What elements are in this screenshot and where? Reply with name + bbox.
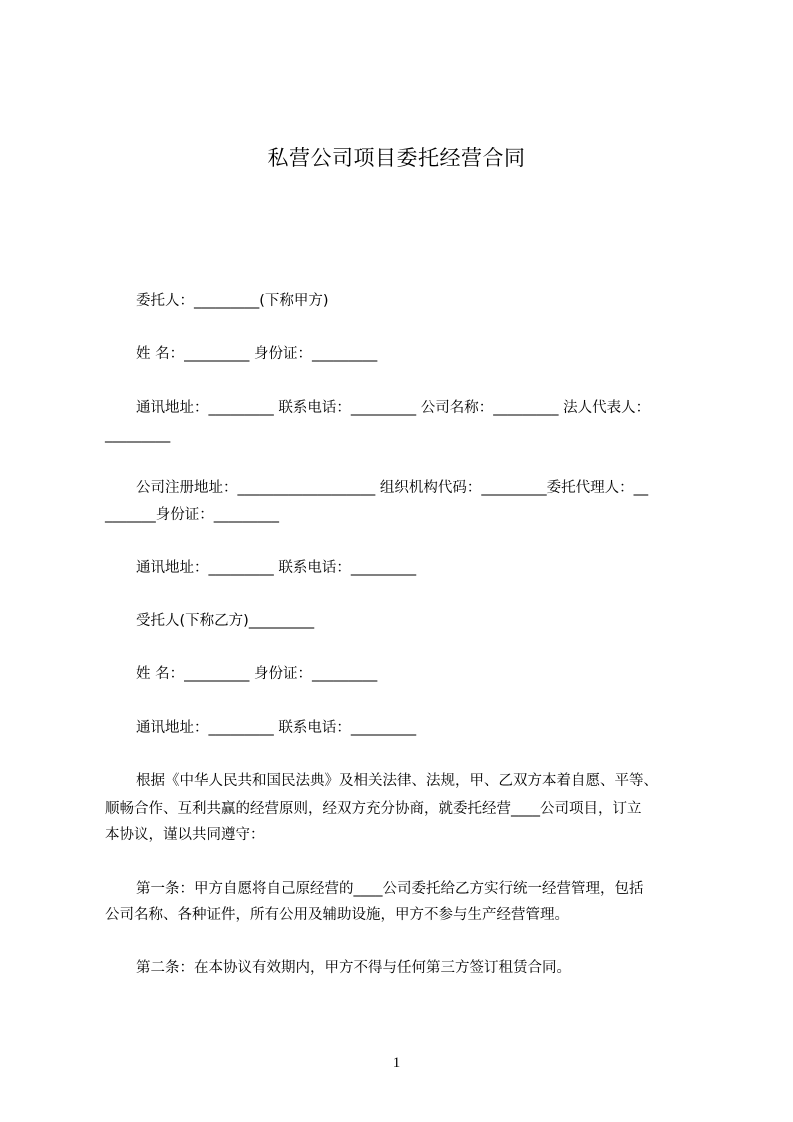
delegator-line: 委托人：_________(下称甲方) [136,293,329,309]
article-1-line-1: 第一条：甲方自愿将自己原经营的____公司委托给乙方实行统一经营管理，包括 [136,881,644,897]
delegator-contact-line-continued: _________ [105,427,171,443]
trustee-address-line: 通讯地址：_________ 联系电话：_________ [136,720,417,736]
document-title: 私营公司项目委托经营合同 [267,146,526,170]
delegator-address-line: 通讯地址：_________ 联系电话：_________ [136,560,417,576]
delegator-name-id-line: 姓 名：_________ 身份证：_________ [136,346,378,362]
preamble-line-1: 根据《中华人民共和国民法典》及相关法律、法规，甲、乙双方本着自愿、平等、 [136,773,658,789]
article-2-line: 第二条：在本协议有效期内，甲方不得与任何第三方签订租赁合同。 [136,960,571,976]
preamble-line-2: 顺畅合作、互利共赢的经营原则，经双方充分协商，就委托经营____公司项目，订立 [105,801,642,817]
article-1-line-2: 公司名称、各种证件，所有公用及辅助设施，甲方不参与生产经营管理。 [105,907,569,923]
trustee-name-id-line: 姓 名：_________ 身份证：_________ [136,666,378,682]
trustee-line: 受托人(下称乙方)_________ [136,613,315,629]
delegator-contact-line: 通讯地址：_________ 联系电话：_________ 公司名称：_________ 法人代表人： [136,400,651,416]
page-number: 1 [392,1055,401,1071]
preamble-line-3: 本协议，谨以共同遵守： [105,827,265,843]
company-registration-line-continued: _______身份证：_________ [105,507,279,523]
company-registration-line: 公司注册地址：___________________ 组织机构代码：_________委托代理人：__ [136,480,649,496]
